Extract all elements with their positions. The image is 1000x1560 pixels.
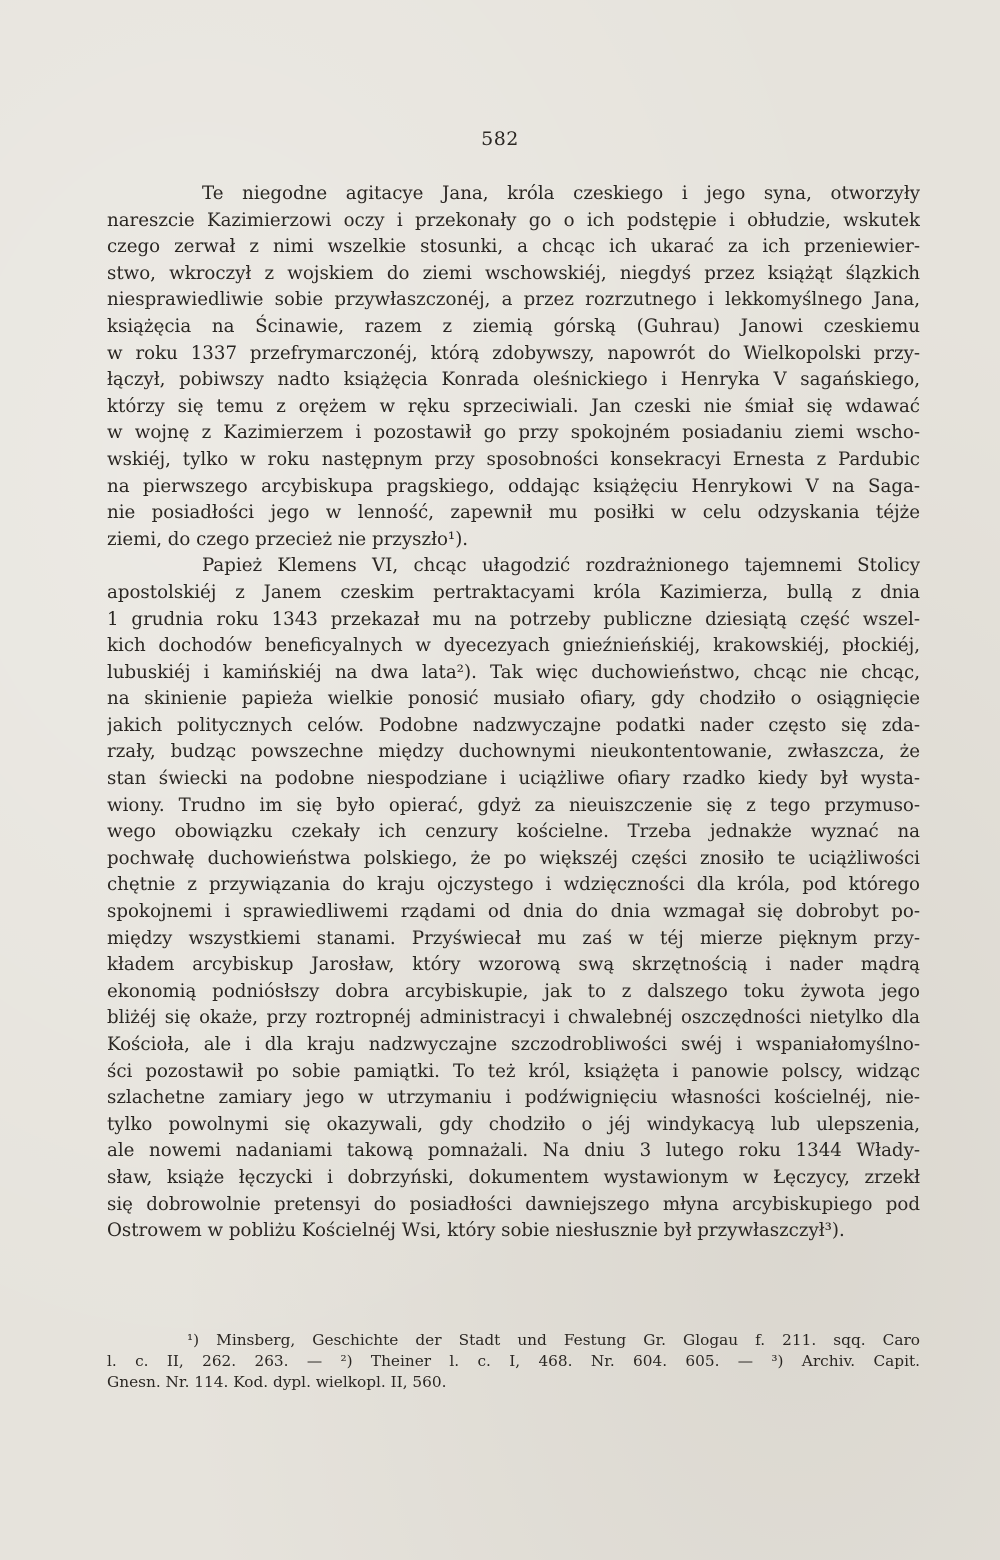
text-line: rzały, budząc powszechne między duchownymi nieukontentowanie, zwłaszcza, że bbox=[107, 741, 920, 763]
text-line: wego obowiązku czekały ich cenzury kościelne. Trzeba jednakże wyznać na bbox=[107, 821, 920, 843]
text-line: się dobrowolnie pretensyi do posiadłości dawniejszego młyna arcybiskupiego pod bbox=[107, 1193, 920, 1215]
text-line: ziemi, do czego przecież nie przyszło¹). bbox=[107, 528, 469, 550]
text-line: spokojnemi i sprawiedliwemi rządami od dnia do dnia wzmagał się dobrobyt po- bbox=[107, 901, 920, 923]
text-line: Ostrowem w pobliżu Kościelnéj Wsi, który sobie niesłusznie był przywłaszczył³). bbox=[107, 1220, 845, 1242]
text-line: ści pozostawił po sobie pamiątki. To też król, książęta i panowie polscy, widząc bbox=[107, 1060, 920, 1082]
text-line: książęcia na Ścinawie, razem z ziemią górską (Guhrau) Janowi czeskiemu bbox=[107, 315, 920, 337]
text-line: którzy się temu z orężem w ręku sprzeciwiali. Jan czeski nie śmiał się wdawać bbox=[107, 395, 920, 417]
text-line: Te niegodne agitacye Jana, króla czeskiego i jego syna, otworzyły bbox=[202, 183, 920, 204]
text-line: nareszcie Kazimierzowi oczy i przekonały go o ich podstępie i obłudzie, wskutek bbox=[107, 209, 920, 231]
text-line: wskiéj, tylko w roku następnym przy sposobności konsekracyi Ernesta z Pardubic bbox=[107, 448, 920, 470]
text-line: w roku 1337 przefrymarczonéj, którą zdobywszy, napowrót do Wielkopolski przy- bbox=[107, 342, 920, 364]
text-line: sław, książe łęczycki i dobrzyński, dokumentem wystawionym w Łęczycy, zrzekł bbox=[107, 1166, 920, 1188]
text-line: ale nowemi nadaniami takową pomnażali. Na dniu 3 lutego roku 1344 Włady- bbox=[107, 1140, 920, 1162]
text-line: Kościoła, ale i dla kraju nadzwyczajne szczodrobliwości swéj i wspaniałomyślno- bbox=[107, 1034, 920, 1055]
text-line: łączył, pobiwszy nadto książęcia Konrada oleśnickiego i Henryka V sagańskiego, bbox=[107, 369, 920, 391]
footnotes bbox=[107, 1330, 920, 1393]
text-line: bliżéj się okaże, przy roztropnéj administracyi i chwalebnéj oszczędności nietylko dla bbox=[107, 1007, 920, 1029]
text-line: na pierwszego arcybiskupa pragskiego, oddając książęciu Henrykowi V na Saga- bbox=[107, 475, 920, 497]
page-number: 582 bbox=[481, 128, 519, 150]
text-line: Papież Klemens VI, chcąc ułagodzić rozdrażnionego tajemnemi Stolicy bbox=[202, 555, 920, 577]
text-line: czego zerwał z nimi wszelkie stosunki, a chcąc ich ukarać za ich przeniewier- bbox=[107, 236, 920, 258]
text-line: ekonomią podniósłszy dobra arcybiskupie, jak to z dalszego toku żywota jego bbox=[107, 980, 920, 1002]
text-line: chętnie z przywiązania do kraju ojczystego i wdzięczności dla króla, pod którego bbox=[107, 874, 920, 896]
text-line: lubuskiéj i kamińskiéj na dwa lata²). Tak więc duchowieństwo, chcąc nie chcąc, bbox=[107, 661, 920, 683]
text-line: niesprawiedliwie sobie przywłaszczonéj, a przez rozrzutnego i lekkomyślnego Jana, bbox=[107, 289, 920, 311]
text-line: wiony. Trudno im się było opierać, gdyż za nieuiszczenie się z tego przymuso- bbox=[107, 794, 920, 816]
text-line: 1 grudnia roku 1343 przekazał mu na potrzeby publiczne dziesiątą część wszel- bbox=[107, 608, 920, 630]
footnote-line: ¹) Minsberg, Geschichte der Stadt und Festung Gr. Glogau f. 211. sqq. Caro bbox=[187, 1331, 920, 1349]
text-line: kich dochodów beneficyalnych w dyecezyach gnieźnieńskiéj, krakowskiéj, płockiéj, bbox=[107, 635, 920, 657]
text-line: tylko powolnymi się okazywali, gdy chodziło o jéj windykacyą lub ulepszenia, bbox=[107, 1113, 920, 1135]
main-text bbox=[107, 181, 920, 1245]
text-line: na skinienie papieża wielkie ponosić musiało ofiary, gdy chodziło o osiągnięcie bbox=[107, 688, 920, 710]
text-line: nie posiadłości jego w lenność, zapewnił mu posiłki w celu odzyskania téjże bbox=[107, 502, 920, 524]
text-line: w wojnę z Kazimierzem i pozostawił go przy spokojném posiadaniu ziemi wscho- bbox=[107, 422, 920, 444]
text-line: stan świecki na podobne niespodziane i uciążliwe ofiary rzadko kiedy był wysta- bbox=[107, 768, 920, 790]
footnote-line: Gnesn. Nr. 114. Kod. dypl. wielkopl. II, 560. bbox=[107, 1373, 447, 1391]
text-line: jakich politycznych celów. Podobne nadzwyczajne podatki nader często się zda- bbox=[107, 714, 920, 736]
text-line: kładem arcybiskup Jarosław, który wzorową swą skrzętnością i nader mądrą bbox=[107, 954, 920, 976]
text-line: szlachetne zamiary jego w utrzymaniu i podźwignięciu własności kościelnéj, nie- bbox=[107, 1087, 920, 1109]
text-line: stwo, wkroczył z wojskiem do ziemi wschowskiéj, niegdyś przez książąt ślązkich bbox=[107, 262, 920, 284]
footnote-line: l. c. II, 262. 263. — ²) Theiner l. c. I, 468. Nr. 604. 605. — ³) Archiv. Capit. bbox=[107, 1352, 920, 1370]
text-line: apostolskiéj z Janem czeskim pertraktacyami króla Kazimierza, bullą z dnia bbox=[107, 581, 920, 603]
text-line: między wszystkiemi stanami. Przyświecał mu zaś w téj mierze pięknym przy- bbox=[107, 927, 920, 949]
text-line: pochwałę duchowieństwa polskiego, że po większéj części znosiło te uciążliwości bbox=[107, 847, 920, 869]
